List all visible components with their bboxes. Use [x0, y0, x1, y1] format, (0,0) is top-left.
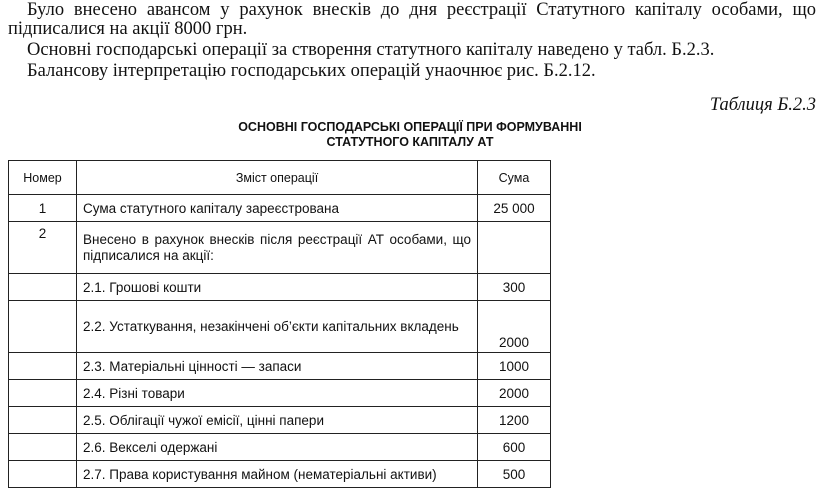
table-caption: Таблиця Б.2.3 — [709, 95, 816, 115]
row-content: 2.3. Матеріальні цінності — запаси — [77, 353, 478, 380]
row-content: 2.6. Векселі одержані — [77, 434, 478, 461]
row-sum: 2000 — [478, 380, 551, 407]
row-sum: 25 000 — [478, 195, 551, 222]
table-title — [170, 120, 650, 150]
row-sum: 1200 — [478, 407, 551, 434]
table-row — [9, 380, 551, 407]
table-row — [9, 353, 551, 380]
paragraph-line-1: Було внесено авансом у рахунок внесків до дня реєстрації Статутного капіталу особами, що — [27, 0, 816, 20]
paragraph-line-3: Основні господарські операції за створення статутного капіталу наведено у табл. Б.2.3. — [27, 40, 715, 60]
row-sum: 1000 — [478, 353, 551, 380]
table-row — [9, 195, 551, 222]
paragraph-line-2: підписалися на акції 8000 грн. — [8, 19, 248, 39]
row-number: 2 — [9, 222, 77, 274]
row-number — [9, 407, 77, 434]
table-row — [9, 301, 551, 353]
table-title-line-1: ОСНОВНІ ГОСПОДАРСЬКІ ОПЕРАЦІЇ ПРИ ФОРМУВАННІ — [238, 120, 582, 134]
row-number: 1 — [9, 195, 77, 222]
row-content: 2.2. Устаткування, незакінчені об’єкти капітальних вкладень — [77, 301, 478, 353]
row-content: 2.7. Права користування майном (нематеріальні активи) — [77, 461, 478, 488]
header-sum: Сума — [478, 161, 551, 195]
table-row — [9, 222, 551, 274]
header-number: Номер — [9, 161, 77, 195]
row-sum: 2000 — [478, 301, 551, 353]
row-number — [9, 434, 77, 461]
table-header-row — [9, 161, 551, 195]
table-row — [9, 434, 551, 461]
paragraph-line-4: Балансову інтерпретацію господарських операцій унаочнює рис. Б.2.12. — [27, 61, 596, 81]
table-row — [9, 407, 551, 434]
row-sum: 500 — [478, 461, 551, 488]
row-content: 2.5. Облігації чужої емісії, цінні папери — [77, 407, 478, 434]
row-sum: 600 — [478, 434, 551, 461]
header-content: Зміст операції — [77, 161, 478, 195]
row-number — [9, 301, 77, 353]
table-row — [9, 274, 551, 301]
row-number — [9, 380, 77, 407]
row-content: Внесено в рахунок внесків після реєстрації АТ особами, що підписалися на акції: — [77, 222, 478, 274]
row-number — [9, 274, 77, 301]
table-title-line-2: СТАТУТНОГО КАПІТАЛУ АТ — [326, 135, 494, 149]
row-content: Сума статутного капіталу зареєстрована — [77, 195, 478, 222]
row-number — [9, 353, 77, 380]
row-sum: 300 — [478, 274, 551, 301]
row-sum — [478, 222, 551, 274]
row-content: 2.4. Різні товари — [77, 380, 478, 407]
row-content: 2.1. Грошові кошти — [77, 274, 478, 301]
operations-table — [8, 160, 551, 488]
